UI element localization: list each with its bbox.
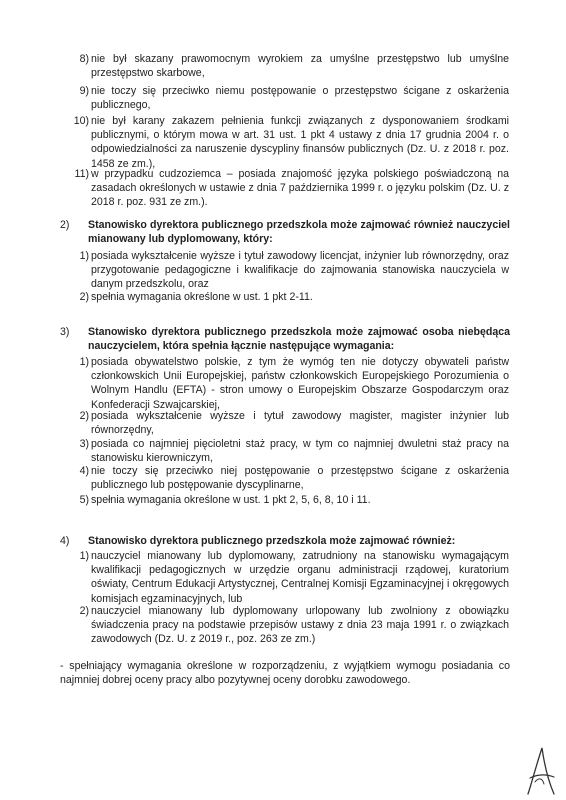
list-item-number: 1) — [79, 250, 89, 262]
section-number: 2) — [60, 219, 70, 231]
list-item-number: 8) — [79, 53, 89, 65]
list-item-8 — [79, 52, 509, 80]
list-item-text: nauczyciel mianowany lub dyplomowany urlopowany lub zwolniony z obowiązku świadczenia pracy na podstawie przepisów ustawy z dnia 23 maja 1991 r. o związkach zawodowych (Dz. U. z 2019 r., poz. 263 ze zm.) — [91, 605, 509, 646]
list-item-number: 2) — [79, 605, 89, 617]
list-item-number: 1) — [79, 550, 89, 562]
section-title: Stanowisko dyrektora publicznego przedszkola może zajmować również nauczyciel mianowany lub dyplomowany, który: — [88, 219, 510, 246]
list-item-text: posiada obywatelstwo polskie, z tym że wymóg ten nie dotyczy obywateli państw członkowskich Unii Europejskiej, państw członkowskich Europejskiego Porozumienia o Wolnym Handlu (EFTA) - stron umowy o Europejskim Obszarze Gospodarczym oraz Konfederacji Szwajcarskiej, — [91, 356, 509, 411]
section-2-item-2 — [79, 290, 509, 304]
section-2-item-1 — [79, 249, 509, 292]
section-3-item-5 — [79, 493, 509, 507]
list-item-number: 4) — [79, 465, 89, 477]
list-item-number: 3) — [79, 438, 89, 450]
list-item-number: 5) — [79, 494, 89, 506]
section-3-item-2 — [79, 409, 509, 437]
section-title: Stanowisko dyrektora publicznego przedszkola może zajmować osoba niebędąca nauczycielem, która spełnia łącznie następujące wymagania: — [88, 326, 510, 353]
list-item-number: 11) — [74, 168, 89, 180]
section-3-item-1 — [79, 355, 509, 412]
list-item-text: nie toczy się przeciwko niemu postępowanie o przestępstwo ścigane z oskarżenia publicznego, — [91, 85, 509, 112]
list-item-number: 2) — [79, 291, 89, 303]
list-item-text: spełnia wymagania określone w ust. 1 pkt 2, 5, 6, 8, 10 i 11. — [91, 494, 371, 506]
list-item-number: 1) — [79, 356, 89, 368]
list-item-text: nie był skazany prawomocnym wyrokiem za umyślne przestępstwo lub umyślne przestępstwo skarbowe, — [91, 53, 509, 80]
list-item-text: posiada wykształcenie wyższe i tytuł zawodowy magister, magister inżynier lub równorzędny, — [91, 410, 509, 437]
list-item-text: posiada co najmniej pięcioletni staż pracy, w tym co najmniej dwuletni staż pracy na stanowisku kierowniczym, — [91, 438, 509, 465]
list-item-text: nie był karany zakazem pełnienia funkcji związanych z dysponowaniem środkami publicznymi, o którym mowa w art. 31 ust. 1 pkt 4 ustawy z dnia 17 grudnia 2004 r. o odpowiedzialności za naruszenie dyscypliny finansów publicznych (Dz. U. z 2018 r. poz. 1458 ze zm.), — [91, 115, 509, 170]
list-item-text: posiada wykształcenie wyższe i tytuł zawodowy licencjat, inżynier lub równorzędny, oraz przygotowanie pedagogiczne i kwalifikacje do zajmowania stanowiska nauczyciela w danym przedszkolu, oraz — [91, 250, 509, 291]
list-item-text: nie toczy się przeciwko niej postępowanie o przestępstwo ścigane z oskarżenia publicznego lub postępowanie dyscyplinarne, — [91, 465, 509, 492]
list-item-number: 10) — [73, 115, 89, 127]
closing-paragraph: - spełniający wymagania określone w rozporządzeniu, z wyjątkiem wymogu posiadania co najmniej dobrej oceny pracy albo pozytywnej oceny dorobku zawodowego. — [60, 660, 510, 687]
list-item-number: 9) — [79, 85, 89, 97]
section-3-item-4 — [79, 464, 509, 492]
section-4-item-1 — [79, 549, 509, 606]
list-item-text: nauczyciel mianowany lub dyplomowany, zatrudniony na stanowisku wymagającym kwalifikacji pedagogicznych w urzędzie organu administracji rządowej, kuratorium oświaty, Centrum Edukacji Artystycznej, Centralnej Komisji Egzaminacyjnej i okręgowych komisjach egzaminacyjnych, lub — [91, 550, 509, 605]
list-item-number: 2) — [79, 410, 89, 422]
section-title: Stanowisko dyrektora publicznego przedszkola może zajmować również: — [88, 535, 456, 547]
section-3-item-3 — [79, 437, 509, 465]
list-item-9 — [79, 84, 509, 112]
list-item-text: spełnia wymagania określone w ust. 1 pkt 2-11. — [91, 291, 313, 303]
section-number: 4) — [60, 535, 70, 547]
list-item-text: w przypadku cudzoziemca – posiada znajomość języka polskiego poświadczoną na zasadach określonych w ustawie z dnia 7 października 1999 r. o języku polskim (Dz. U. z 2018 r. poz. 931 ze zm.). — [91, 168, 509, 209]
section-number: 3) — [60, 326, 70, 338]
signature-icon — [524, 744, 558, 796]
list-item-11 — [74, 167, 509, 210]
list-item-10 — [73, 114, 509, 171]
section-4-item-2 — [79, 604, 509, 647]
